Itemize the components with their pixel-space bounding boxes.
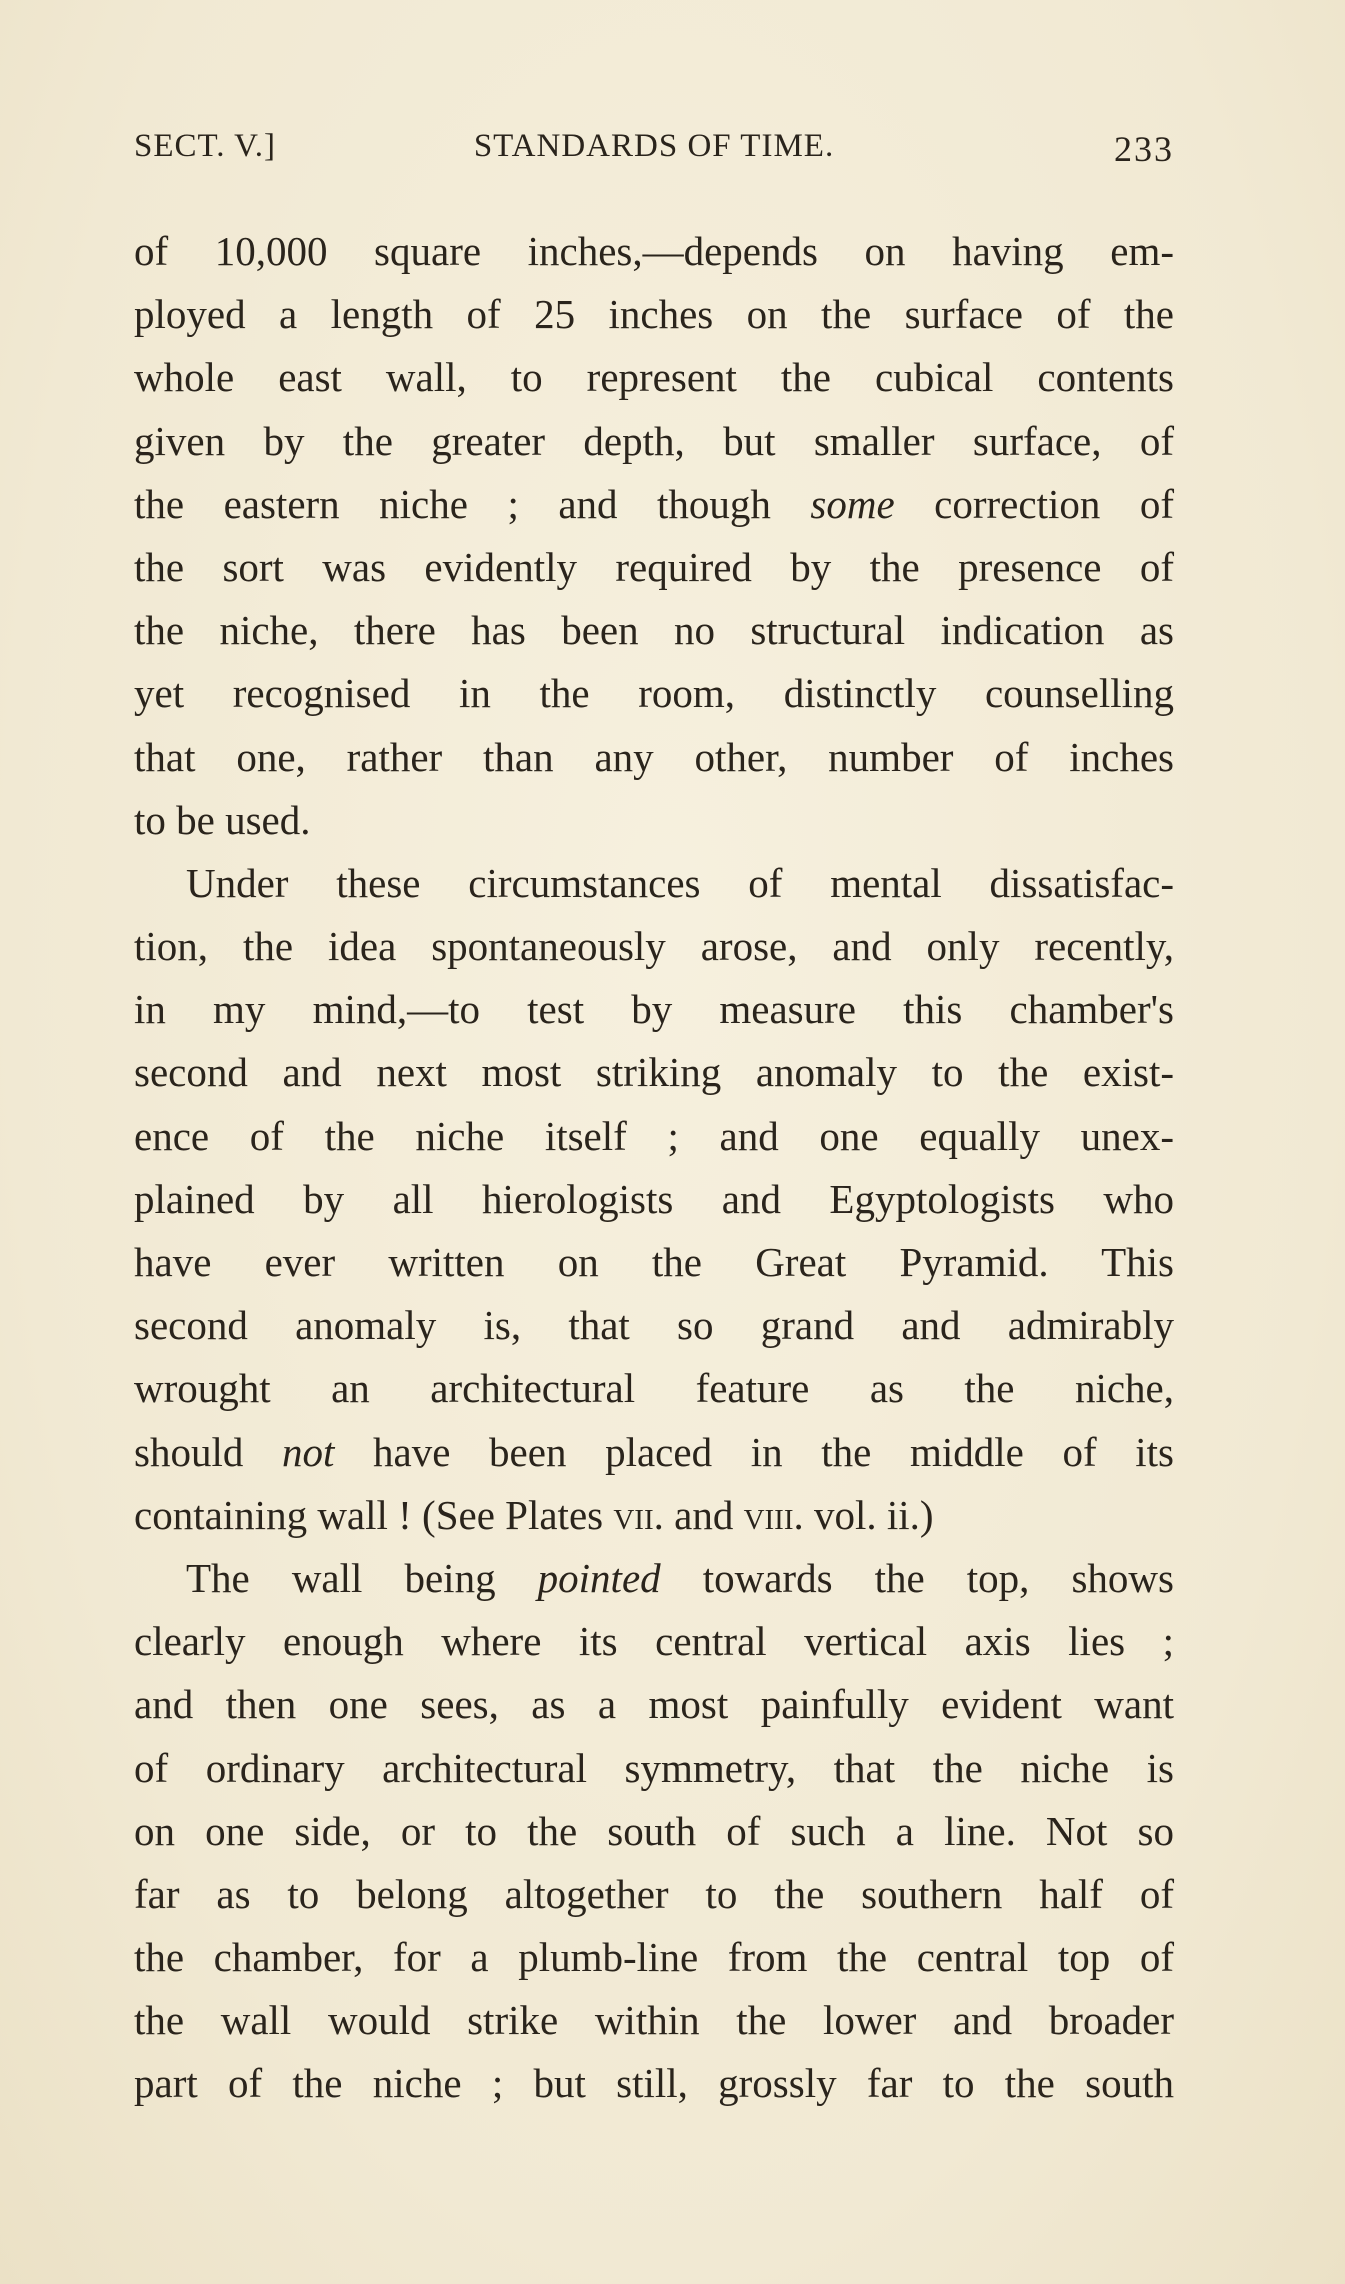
plate-ref-viii: viii. <box>743 1491 804 1538</box>
text-line: and then one sees, as a most painfully evident want <box>134 1681 1174 1728</box>
plate-ref-vii: vii. <box>613 1491 664 1538</box>
text-line: have ever written on the Great Pyramid. This <box>134 1239 1174 1285</box>
text-line: whole east wall, to represent the cubical contents <box>134 354 1174 401</box>
text-line: the niche, there has been no structural indication as <box>134 607 1174 654</box>
text-line: clearly enough where its central vertical axis lies ; <box>134 1618 1174 1665</box>
text-line: second anomaly is, that so grand and admirably <box>134 1302 1174 1349</box>
text-line: the sort was evidently required by the presence of <box>134 543 1174 590</box>
text-line: Under these circumstances of mental dissatisfac- <box>186 859 1174 906</box>
text-line: should not have been placed in the middle of its <box>134 1428 1174 1475</box>
text-line: plained by all hierologists and Egyptologists who <box>134 1175 1174 1222</box>
text-line: to be used. <box>134 796 311 843</box>
body-text <box>134 220 1174 2116</box>
italic-pointed: pointed <box>537 1554 661 1601</box>
text-line: tion, the idea spontaneously arose, and only recently, <box>134 923 1174 970</box>
text-line: the eastern niche ; and though some correction of <box>134 480 1174 527</box>
text-line: of ordinary architectural symmetry, that the niche is <box>134 1744 1174 1791</box>
running-header <box>134 128 1174 178</box>
text-line: yet recognised in the room, distinctly counselling <box>134 670 1174 717</box>
text-line: of 10,000 square inches,—depends on having em- <box>134 228 1174 274</box>
section-label: SECT. V.] <box>134 128 276 164</box>
italic-not: not <box>281 1428 335 1475</box>
text-line: containing wall ! (See Plates vii. and viii. vol. ii.) <box>134 1491 934 1538</box>
text-line: wrought an architectural feature as the niche, <box>134 1365 1174 1412</box>
running-title: STANDARDS OF TIME. <box>473 128 835 164</box>
text-line: second and next most striking anomaly to the exist- <box>134 1049 1174 1096</box>
text-line: far as to belong altogether to the southern half of <box>134 1870 1174 1917</box>
text-line: ployed a length of 25 inches on the surface of the <box>134 291 1174 338</box>
text-line: the wall would strike within the lower and broader <box>134 1997 1174 2044</box>
text-line: part of the niche ; but still, grossly far to the south <box>134 2060 1174 2107</box>
text-line: the chamber, for a plumb-line from the central top of <box>134 1934 1174 1981</box>
text-line: on one side, or to the south of such a line. Not so <box>134 1807 1174 1854</box>
italic-some: some <box>810 480 895 527</box>
text-line: The wall being pointed towards the top, shows <box>186 1554 1175 1601</box>
text-line: in my mind,—to test by measure this chamber's <box>134 986 1174 1033</box>
text-line: given by the greater depth, but smaller surface, of <box>134 417 1174 464</box>
text-line: that one, rather than any other, number of inches <box>134 733 1174 780</box>
page-number: 233 <box>1114 129 1174 169</box>
text-line: ence of the niche itself ; and one equally unex- <box>134 1112 1174 1159</box>
